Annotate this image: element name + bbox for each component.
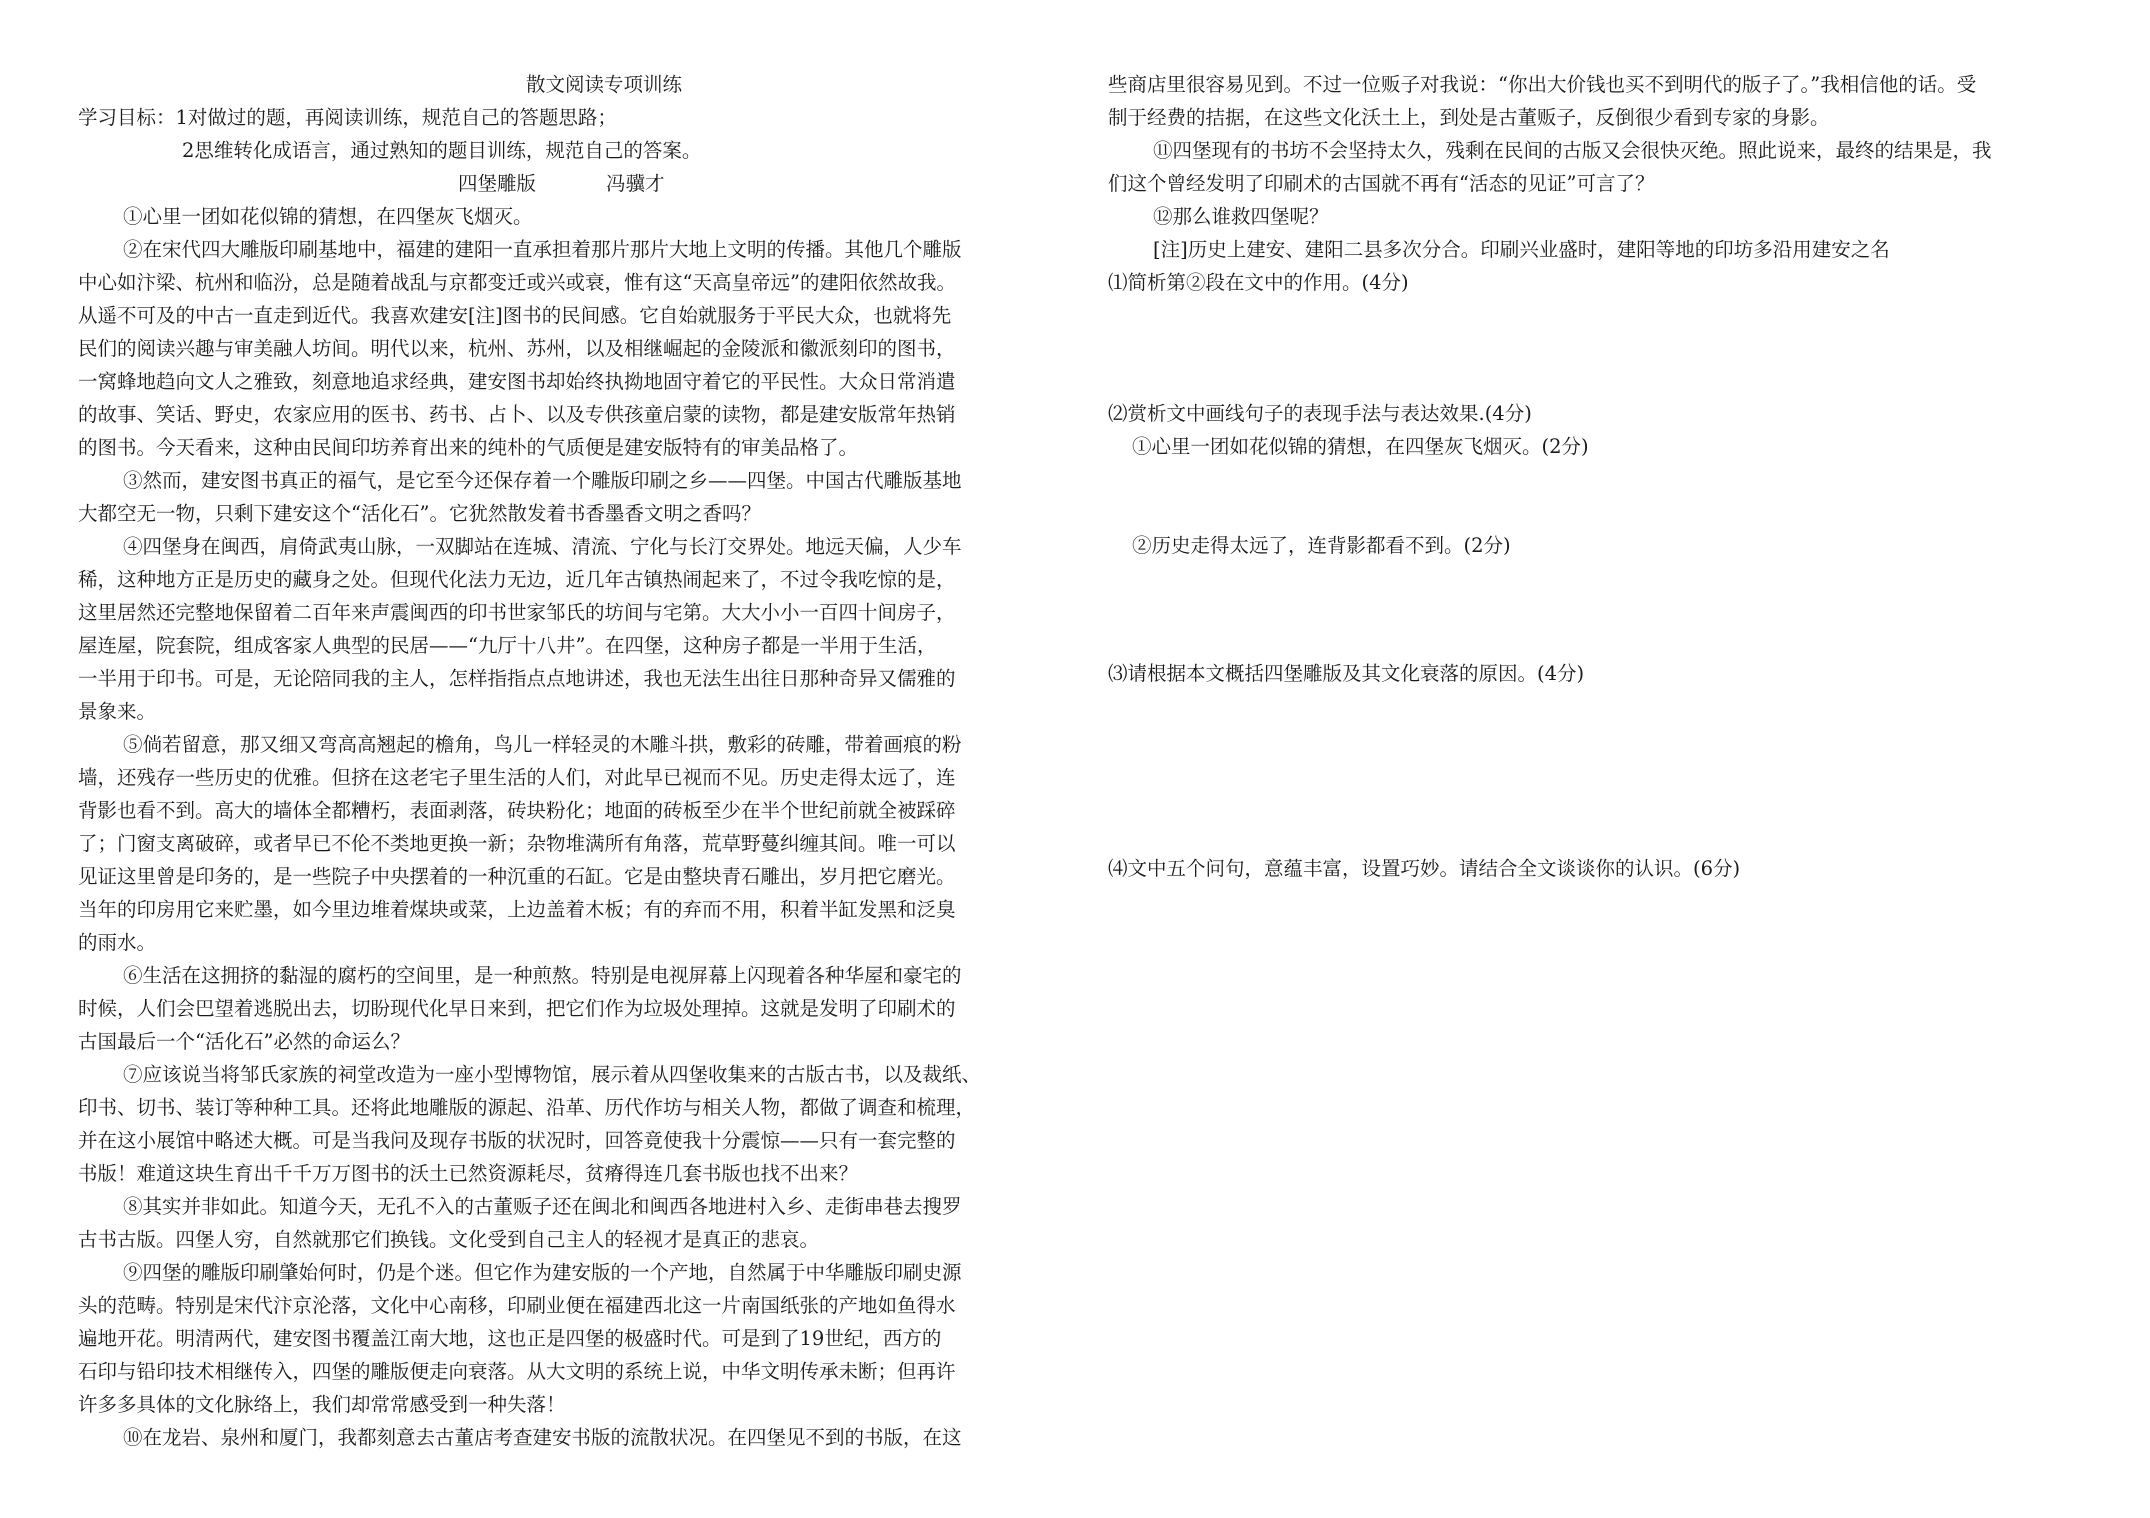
text-line: ④四堡身在闽西，肩倚武夷山脉，一双脚站在连城、清流、宁化与长汀交界处。地远天偏，人少车 — [123, 535, 962, 558]
text-line: ⑨四堡的雕版印刷肇始何时，仍是个迷。但它作为建安版的一个产地，自然属于中华雕版印刷史源 — [123, 1261, 962, 1284]
text-line: 从遥不可及的中古一直走到近代。我喜欢建安[注]图书的民间感。它自始就服务于平民大众，也就将先 — [78, 304, 952, 327]
text-line: 景象来。 — [78, 700, 157, 723]
text-line: ②在宋代四大雕版印刷基地中，福建的建阳一直承担着那片那片大地上文明的传播。其他几个雕版 — [123, 238, 962, 261]
question-2: ⑵赏析文中画线句子的表现手法与表达效果.(4分) — [1108, 402, 1532, 425]
text-line: 们这个曾经发明了印刷术的古国就不再有“活态的见证”可言了？ — [1108, 172, 1655, 195]
text-line: 些商店里很容易见到。不过一位贩子对我说：“你出大价钱也买不到明代的版子了。”我相信他的话。受 — [1108, 73, 1977, 96]
left-column — [78, 68, 1070, 1454]
text-line: 的图书。今天看来，这种由民间印坊养育出来的纯朴的气质便是建安版特有的审美品格了。 — [78, 436, 859, 459]
text-line: 许多多具体的文化脉络上，我们却常常感受到一种失落！ — [78, 1393, 566, 1416]
text-line: 了；门窗支离破碎，或者早已不伦不类地更换一新；杂物堆满所有角落，荒草野蔓纠缠其间。唯一可以 — [78, 832, 956, 855]
text-line: [注]历史上建安、建阳二县多次分合。印刷兴业盛时，建阳等地的印坊多沿用建安之名 — [1153, 238, 1890, 261]
question-4: ⑷文中五个问句，意蕴丰富，设置巧妙。请结合全文谈谈你的认识。(6分) — [1108, 857, 1741, 880]
text-line: 一半用于印书。可是，无论陪同我的主人，怎样指指点点地讲述，我也无法生出往日那种奇异又儒雅的 — [78, 667, 956, 690]
question-2-part-1: ①心里一团如花似锦的猜想，在四堡灰飞烟灭。(2分) — [1132, 435, 1589, 458]
text-line: ⑪四堡现有的书坊不会坚持太久，残剩在民间的古版又会很快灭绝。照此说来，最终的结果是，我 — [1153, 139, 1992, 162]
text-line: 大都空无一物，只剩下建安这个“活化石”。它犹然散发着书香墨香文明之香吗？ — [78, 502, 761, 525]
article-body-right — [1108, 68, 2108, 266]
right-column — [1108, 68, 2108, 885]
text-line: ①心里一团如花似锦的猜想，在四堡灰飞烟灭。 — [123, 205, 533, 228]
text-line: 稀，这种地方正是历史的藏身之处。但现代化法力无边，近几年古镇热闹起来了，不过令我吃惊的是， — [78, 568, 956, 591]
learning-goal-1: 学习目标：1对做过的题，再阅读训练，规范自己的答题思路； — [78, 106, 617, 129]
text-line: 屋连屋，院套院，组成客家人典型的民居——“九厅十八井”。在四堡，这种房子都是一半用于生活， — [78, 634, 937, 657]
text-line: 遍地开花。明清两代，建安图书覆盖江南大地，这也正是四堡的极盛时代。可是到了19世纪，西方的 — [78, 1327, 942, 1350]
text-line: 的故事、笑话、野史，农家应用的医书、药书、占卜、以及专供孩童启蒙的读物，都是建安版常年热销 — [78, 403, 956, 426]
learning-goal-2: 2思维转化成语言，通过熟知的题目训练，规范自己的答案。 — [182, 139, 702, 162]
text-line: 民们的阅读兴趣与审美融人坊间。明代以来，杭州、苏州，以及相继崛起的金陵派和徽派刻印的图书， — [78, 337, 956, 360]
text-line: 见证这里曾是印务的，是一些院子中央摆着的一种沉重的石缸。它是由整块青石雕出，岁月把它磨光。 — [78, 865, 956, 888]
text-line: 当年的印房用它来贮墨，如今里边堆着煤块或菜，上边盖着木板；有的弃而不用，积着半缸发黑和泛臭 — [78, 898, 956, 921]
text-line: 时候，人们会巴望着逃脱出去，切盼现代化早日来到，把它们作为垃圾处理掉。这就是发明了印刷术的 — [78, 997, 956, 1020]
document-title: 散文阅读专项训练 — [525, 73, 682, 96]
question-3: ⑶请根据本文概括四堡雕版及其文化衰落的原因。(4分) — [1108, 662, 1585, 685]
text-line: ⑫那么谁救四堡呢？ — [1153, 205, 1329, 228]
text-line: 背影也看不到。高大的墙体全都糟朽，表面剥落，砖块粉化；地面的砖板至少在半个世纪前就全被踩碎 — [78, 799, 956, 822]
text-line: 古书古版。四堡人穷，自然就那它们换钱。文化受到自己主人的轻视才是真正的悲哀。 — [78, 1228, 820, 1251]
text-line: 并在这小展馆中略述大概。可是当我问及现存书版的状况时，回答竟使我十分震惊——只有一套完整的 — [78, 1129, 956, 1152]
question-1: ⑴简析第②段在文中的作用。(4分) — [1108, 271, 1409, 294]
article-body-left — [78, 200, 1070, 1454]
text-line: ⑦应该说当将邹氏家族的祠堂改造为一座小型博物馆，展示着从四堡收集来的古版古书，以及裁纸、 — [123, 1063, 982, 1086]
article-author: 冯骥才 — [606, 172, 665, 195]
text-line: 中心如汴梁、杭州和临汾，总是随着战乱与京都变迁或兴或衰，惟有这“天高皇帝远”的建阳依然故我。 — [78, 271, 956, 294]
text-line: 古国最后一个“活化石”必然的命运么？ — [78, 1030, 410, 1053]
text-line: ⑥生活在这拥挤的黏湿的腐朽的空间里，是一种煎熬。特别是电视屏幕上闪现着各种华屋和豪宅的 — [123, 964, 962, 987]
question-2-part-2: ②历史走得太远了，连背影都看不到。(2分) — [1132, 534, 1511, 557]
text-line: 的雨水。 — [78, 931, 157, 954]
article-title: 四堡雕版 — [458, 172, 537, 195]
text-line: 头的范畴。特别是宋代汴京沦落，文化中心南移，印刷业便在福建西北这一片南国纸张的产地如鱼得水 — [78, 1294, 956, 1317]
text-line: 制于经费的拮据，在这些文化沃土上，到处是古董贩子，反倒很少看到专家的身影。 — [1108, 106, 1830, 129]
text-line: ⑧其实并非如此。知道今天，无孔不入的古董贩子还在闽北和闽西各地进村入乡、走街串巷去搜罗 — [123, 1195, 962, 1218]
text-line: 书版！难道这块生育出千千万万图书的沃土已然资源耗尽，贫瘠得连几套书版也找不出来？ — [78, 1162, 859, 1185]
text-line: ③然而，建安图书真正的福气，是它至今还保存着一个雕版印刷之乡——四堡。中国古代雕版基地 — [123, 469, 962, 492]
article-heading — [78, 167, 1070, 200]
text-line: 墙，还残存一些历史的优雅。但挤在这老宅子里生活的人们，对此早已视而不见。历史走得太远了，连 — [78, 766, 956, 789]
text-line: 印书、切书、装订等种种工具。还将此地雕版的源起、沿革、历代作坊与相关人物，都做了调查和梳理， — [78, 1096, 976, 1119]
text-line: 石印与铅印技术相继传入，四堡的雕版便走向衰落。从大文明的系统上说，中华文明传承未断；但再许 — [78, 1360, 956, 1383]
text-line: ⑩在龙岩、泉州和厦门，我都刻意去古董店考查建安书版的流散状况。在四堡见不到的书版，在这 — [123, 1426, 962, 1449]
text-line: ⑤倘若留意，那又细又弯高高翘起的檐角，鸟儿一样轻灵的木雕斗拱，敷彩的砖雕，带着画痕的粉 — [123, 733, 962, 756]
text-line: 这里居然还完整地保留着二百年来声震闽西的印书世家邹氏的坊间与宅第。大大小小一百四十间房子， — [78, 601, 956, 624]
text-line: 一窝蜂地趋向文人之雅致，刻意地追求经典，建安图书却始终执拗地固守着它的平民性。大众日常消遣 — [78, 370, 956, 393]
